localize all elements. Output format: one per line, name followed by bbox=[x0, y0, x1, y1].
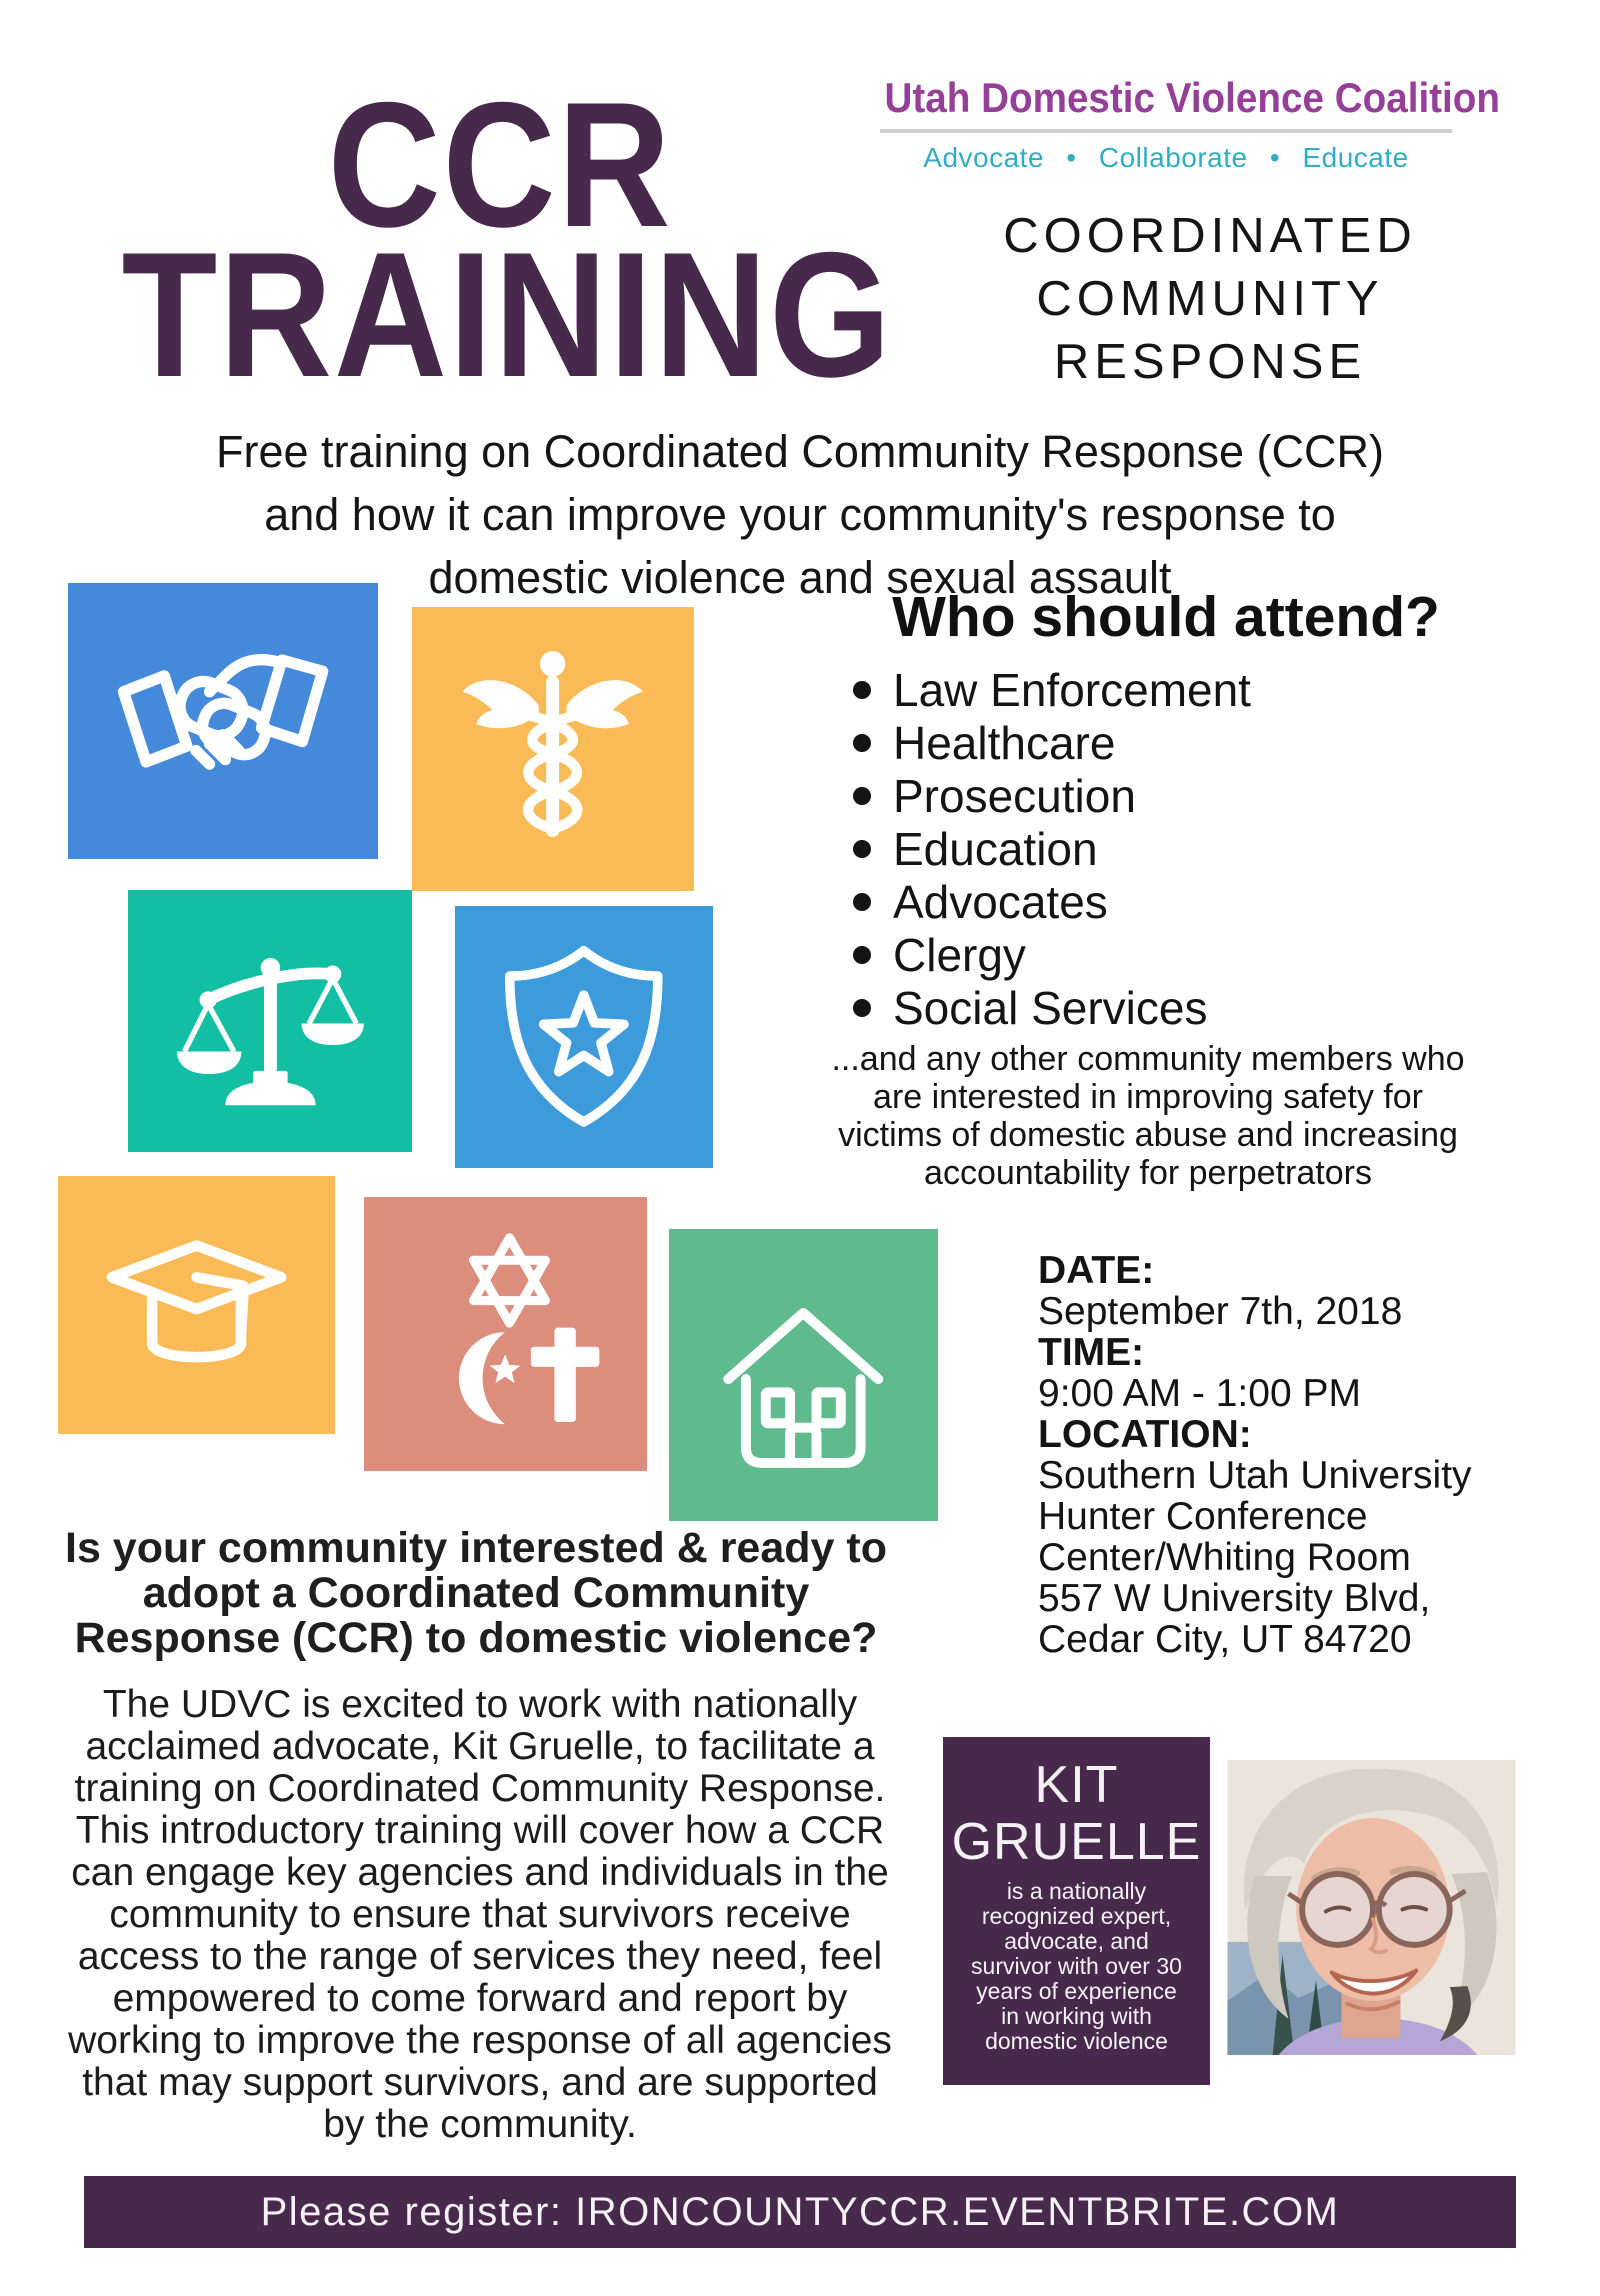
attendee-label: Law Enforcement bbox=[893, 664, 1251, 716]
intro-paragraph: Free training on Coordinated Community Response (CCR) and how it can improve your community's response to domestic violence and sexual assault bbox=[215, 426, 1384, 603]
speaker-name: KIT GRUELLE bbox=[951, 1756, 1202, 1871]
event-detail bbox=[1038, 1414, 1508, 1660]
graduation-cap-icon bbox=[83, 1199, 310, 1411]
event-detail-label: DATE: bbox=[1038, 1249, 1155, 1292]
attendee-item bbox=[845, 664, 1465, 717]
flyer-subtitle: COORDINATED COMMUNITY RESPONSE bbox=[1003, 209, 1417, 389]
clergy-tile bbox=[364, 1197, 647, 1471]
religious-symbols-icon bbox=[389, 1222, 621, 1447]
registration-bar bbox=[84, 2176, 1516, 2248]
org-tagline: Advocate • Collaborate • Educate bbox=[923, 142, 1409, 173]
protection-tile bbox=[455, 906, 713, 1168]
bullet-icon bbox=[853, 893, 871, 911]
speaker-bio: is a nationally recognized expert, advocate, and survivor with over 30 years of experience in working with domestic violence bbox=[971, 1878, 1182, 2054]
org-logo bbox=[860, 74, 1500, 174]
attend-heading: Who should attend? bbox=[892, 585, 1440, 649]
attendee-label: Prosecution bbox=[893, 770, 1136, 822]
about-training-paragraph: The UDVC is excited to work with nationally acclaimed advocate, Kit Gruelle, to facilitate a training on Coordinated Community Response. This introductory training will cover how a CCR can engage key agencies and individuals in the community to ensure that survivors receive access to the range of services they need, feel empowered to come forward and report by working to improve the response of all agencies that may support survivors, and are supported by the community. bbox=[68, 1683, 892, 2146]
attendee-item bbox=[845, 929, 1465, 982]
attendee-item bbox=[845, 982, 1465, 1035]
attendee-item bbox=[845, 823, 1465, 876]
shield-star-icon bbox=[478, 930, 690, 1145]
event-detail bbox=[1038, 1332, 1508, 1414]
flyer-title bbox=[121, 65, 893, 414]
bullet-icon bbox=[853, 787, 871, 805]
speaker-photo bbox=[1225, 1760, 1518, 2055]
housing-tile bbox=[669, 1229, 938, 1521]
attend-note: ...and any other community members who are interested in improving safety for victims of domestic abuse and increasing accountability for perpetrators bbox=[831, 1040, 1465, 1192]
attendee-label: Advocates bbox=[893, 876, 1108, 928]
attendee-label: Clergy bbox=[893, 929, 1026, 981]
justice-tile bbox=[128, 890, 412, 1152]
logo-divider bbox=[880, 129, 1452, 133]
attendee-item bbox=[845, 717, 1465, 770]
bullet-icon bbox=[853, 946, 871, 964]
registration-text: Please register: IRONCOUNTYCCR.EVENTBRITE.COM bbox=[260, 2190, 1340, 2234]
attendee-label: Social Services bbox=[893, 982, 1208, 1034]
event-detail-label: LOCATION: bbox=[1038, 1413, 1252, 1456]
education-tile bbox=[58, 1176, 335, 1434]
attendee-label: Education bbox=[893, 823, 1098, 875]
attendee-item bbox=[845, 770, 1465, 823]
org-logo-name: Utah Domestic Violence Coalition bbox=[884, 74, 1500, 121]
bullet-icon bbox=[853, 734, 871, 752]
event-detail-label: TIME: bbox=[1038, 1331, 1145, 1374]
portrait-of-speaker bbox=[1225, 1760, 1518, 2055]
event-detail-value: September 7th, 2018 bbox=[1038, 1290, 1403, 1333]
attendee-list bbox=[845, 664, 1465, 1035]
flyer-title-line2: TRAINING bbox=[121, 215, 893, 414]
bullet-icon bbox=[853, 681, 871, 699]
healthcare-tile bbox=[412, 607, 694, 891]
event-detail-value: 9:00 AM - 1:00 PM bbox=[1038, 1372, 1361, 1415]
scales-of-justice-icon bbox=[154, 914, 387, 1129]
partnership-tile bbox=[68, 583, 378, 859]
bullet-icon bbox=[853, 999, 871, 1017]
house-icon bbox=[693, 1255, 914, 1494]
event-details bbox=[1038, 1250, 1508, 1660]
flyer-title-line1: CCR bbox=[327, 65, 673, 264]
event-detail bbox=[1038, 1250, 1508, 1332]
attendee-label: Healthcare bbox=[893, 717, 1116, 769]
attendee-item bbox=[845, 876, 1465, 929]
speaker-card bbox=[943, 1737, 1210, 2085]
caduceus-icon bbox=[437, 633, 668, 866]
handshake-icon bbox=[96, 608, 350, 834]
bullet-icon bbox=[853, 840, 871, 858]
community-question: Is your community interested & ready to adopt a Coordinated Community Response (CCR) to domestic violence? bbox=[65, 1524, 887, 1662]
event-detail-value: Southern Utah University Hunter Conference Center/Whiting Room 557 W University Blvd, Cedar City, UT 84720 bbox=[1038, 1454, 1472, 1661]
